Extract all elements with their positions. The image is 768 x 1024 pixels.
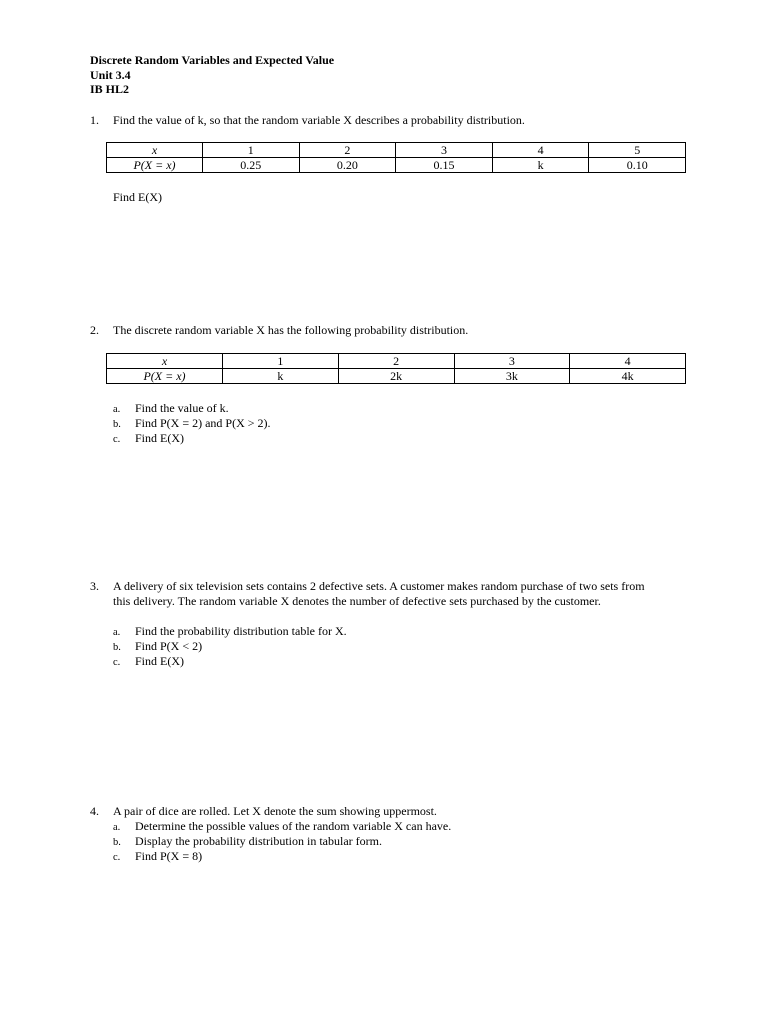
q2-p-cell: 3k: [454, 369, 570, 384]
q1-probability-table: [106, 142, 686, 173]
q3-text-line1: A delivery of six television sets contains 2 defective sets. A customer makes random purchase of two sets from: [113, 579, 645, 593]
q3-part-a: [113, 624, 347, 640]
q3-text-line2: this delivery. The random variable X denotes the number of defective sets purchased by the customer.: [113, 594, 601, 608]
q1-x-label: x: [107, 143, 203, 158]
part-label: b.: [113, 419, 121, 430]
part-text: Find the probability distribution table for X.: [135, 624, 347, 638]
q1-x-cell: 3: [396, 143, 493, 158]
part-label: c.: [113, 852, 121, 863]
q1-p-cell: 0.25: [203, 158, 300, 173]
part-text: Find P(X < 2): [135, 639, 203, 653]
part-text: Find the value of k.: [135, 401, 229, 415]
q4-part-c: [113, 849, 202, 865]
q2-p-cell: 4k: [570, 369, 686, 384]
q2-part-b: [113, 416, 271, 432]
unit-label: Unit 3.4: [90, 67, 131, 82]
q1-p-label: P(X = x): [107, 158, 203, 173]
q2-p-row: [107, 369, 686, 384]
part-label: b.: [113, 837, 121, 848]
q3-part-c: [113, 654, 184, 670]
q4-part-b: [113, 834, 382, 850]
q1-p-row: [107, 158, 686, 173]
q4-part-a: [113, 819, 451, 835]
part-label: c.: [113, 434, 121, 445]
q1-x-cell: 2: [299, 143, 396, 158]
part-label: a.: [113, 822, 121, 833]
q2-x-row: [107, 354, 686, 369]
q2-x-label: x: [107, 354, 223, 369]
q2-p-cell: 2k: [338, 369, 454, 384]
q3-part-b: [113, 639, 202, 655]
q1-p-cell: 0.15: [396, 158, 493, 173]
part-text: Find E(X): [135, 431, 184, 445]
worksheet-title: Discrete Random Variables and Expected Value: [90, 53, 335, 67]
part-text: Find E(X): [135, 654, 184, 668]
q1-p-cell: k: [492, 158, 589, 173]
q2-x-cell: 3: [454, 354, 570, 369]
q2-part-a: [113, 401, 229, 417]
q1-text: Find the value of k, so that the random variable X describes a probability distribution.: [113, 113, 525, 127]
q2-probability-table: [106, 353, 686, 384]
q1-p-cell: 0.10: [589, 158, 686, 173]
part-text: Find P(X = 8): [135, 849, 203, 863]
q4-text: A pair of dice are rolled. Let X denote the sum showing uppermost.: [113, 804, 437, 818]
q1-x-cell: 4: [492, 143, 589, 158]
course-label: IB HL2: [90, 82, 130, 96]
q1-x-cell: 1: [203, 143, 300, 158]
q1-number: 1.: [90, 113, 99, 127]
q2-x-cell: 1: [223, 354, 339, 369]
q2-x-cell: 2: [338, 354, 454, 369]
part-label: a.: [113, 627, 121, 638]
q1-x-row: [107, 143, 686, 158]
part-text: Find P(X = 2) and P(X > 2).: [135, 416, 271, 430]
q2-part-c: [113, 431, 184, 447]
q2-p-label: P(X = x): [107, 369, 223, 384]
q3-number: 3.: [90, 579, 99, 593]
q4-number: 4.: [90, 804, 99, 818]
part-label: a.: [113, 404, 121, 415]
q2-p-cell: k: [223, 369, 339, 384]
part-text: Determine the possible values of the random variable X can have.: [135, 819, 452, 833]
q1-p-cell: 0.20: [299, 158, 396, 173]
part-label: b.: [113, 642, 121, 653]
part-label: c.: [113, 657, 121, 668]
q1-followup: Find E(X): [113, 190, 162, 204]
worksheet-header: [90, 53, 334, 97]
q1-x-cell: 5: [589, 143, 686, 158]
part-text: Display the probability distribution in tabular form.: [135, 834, 382, 848]
q2-text: The discrete random variable X has the following probability distribution.: [113, 323, 469, 337]
q2-x-cell: 4: [570, 354, 686, 369]
q2-number: 2.: [90, 323, 99, 337]
